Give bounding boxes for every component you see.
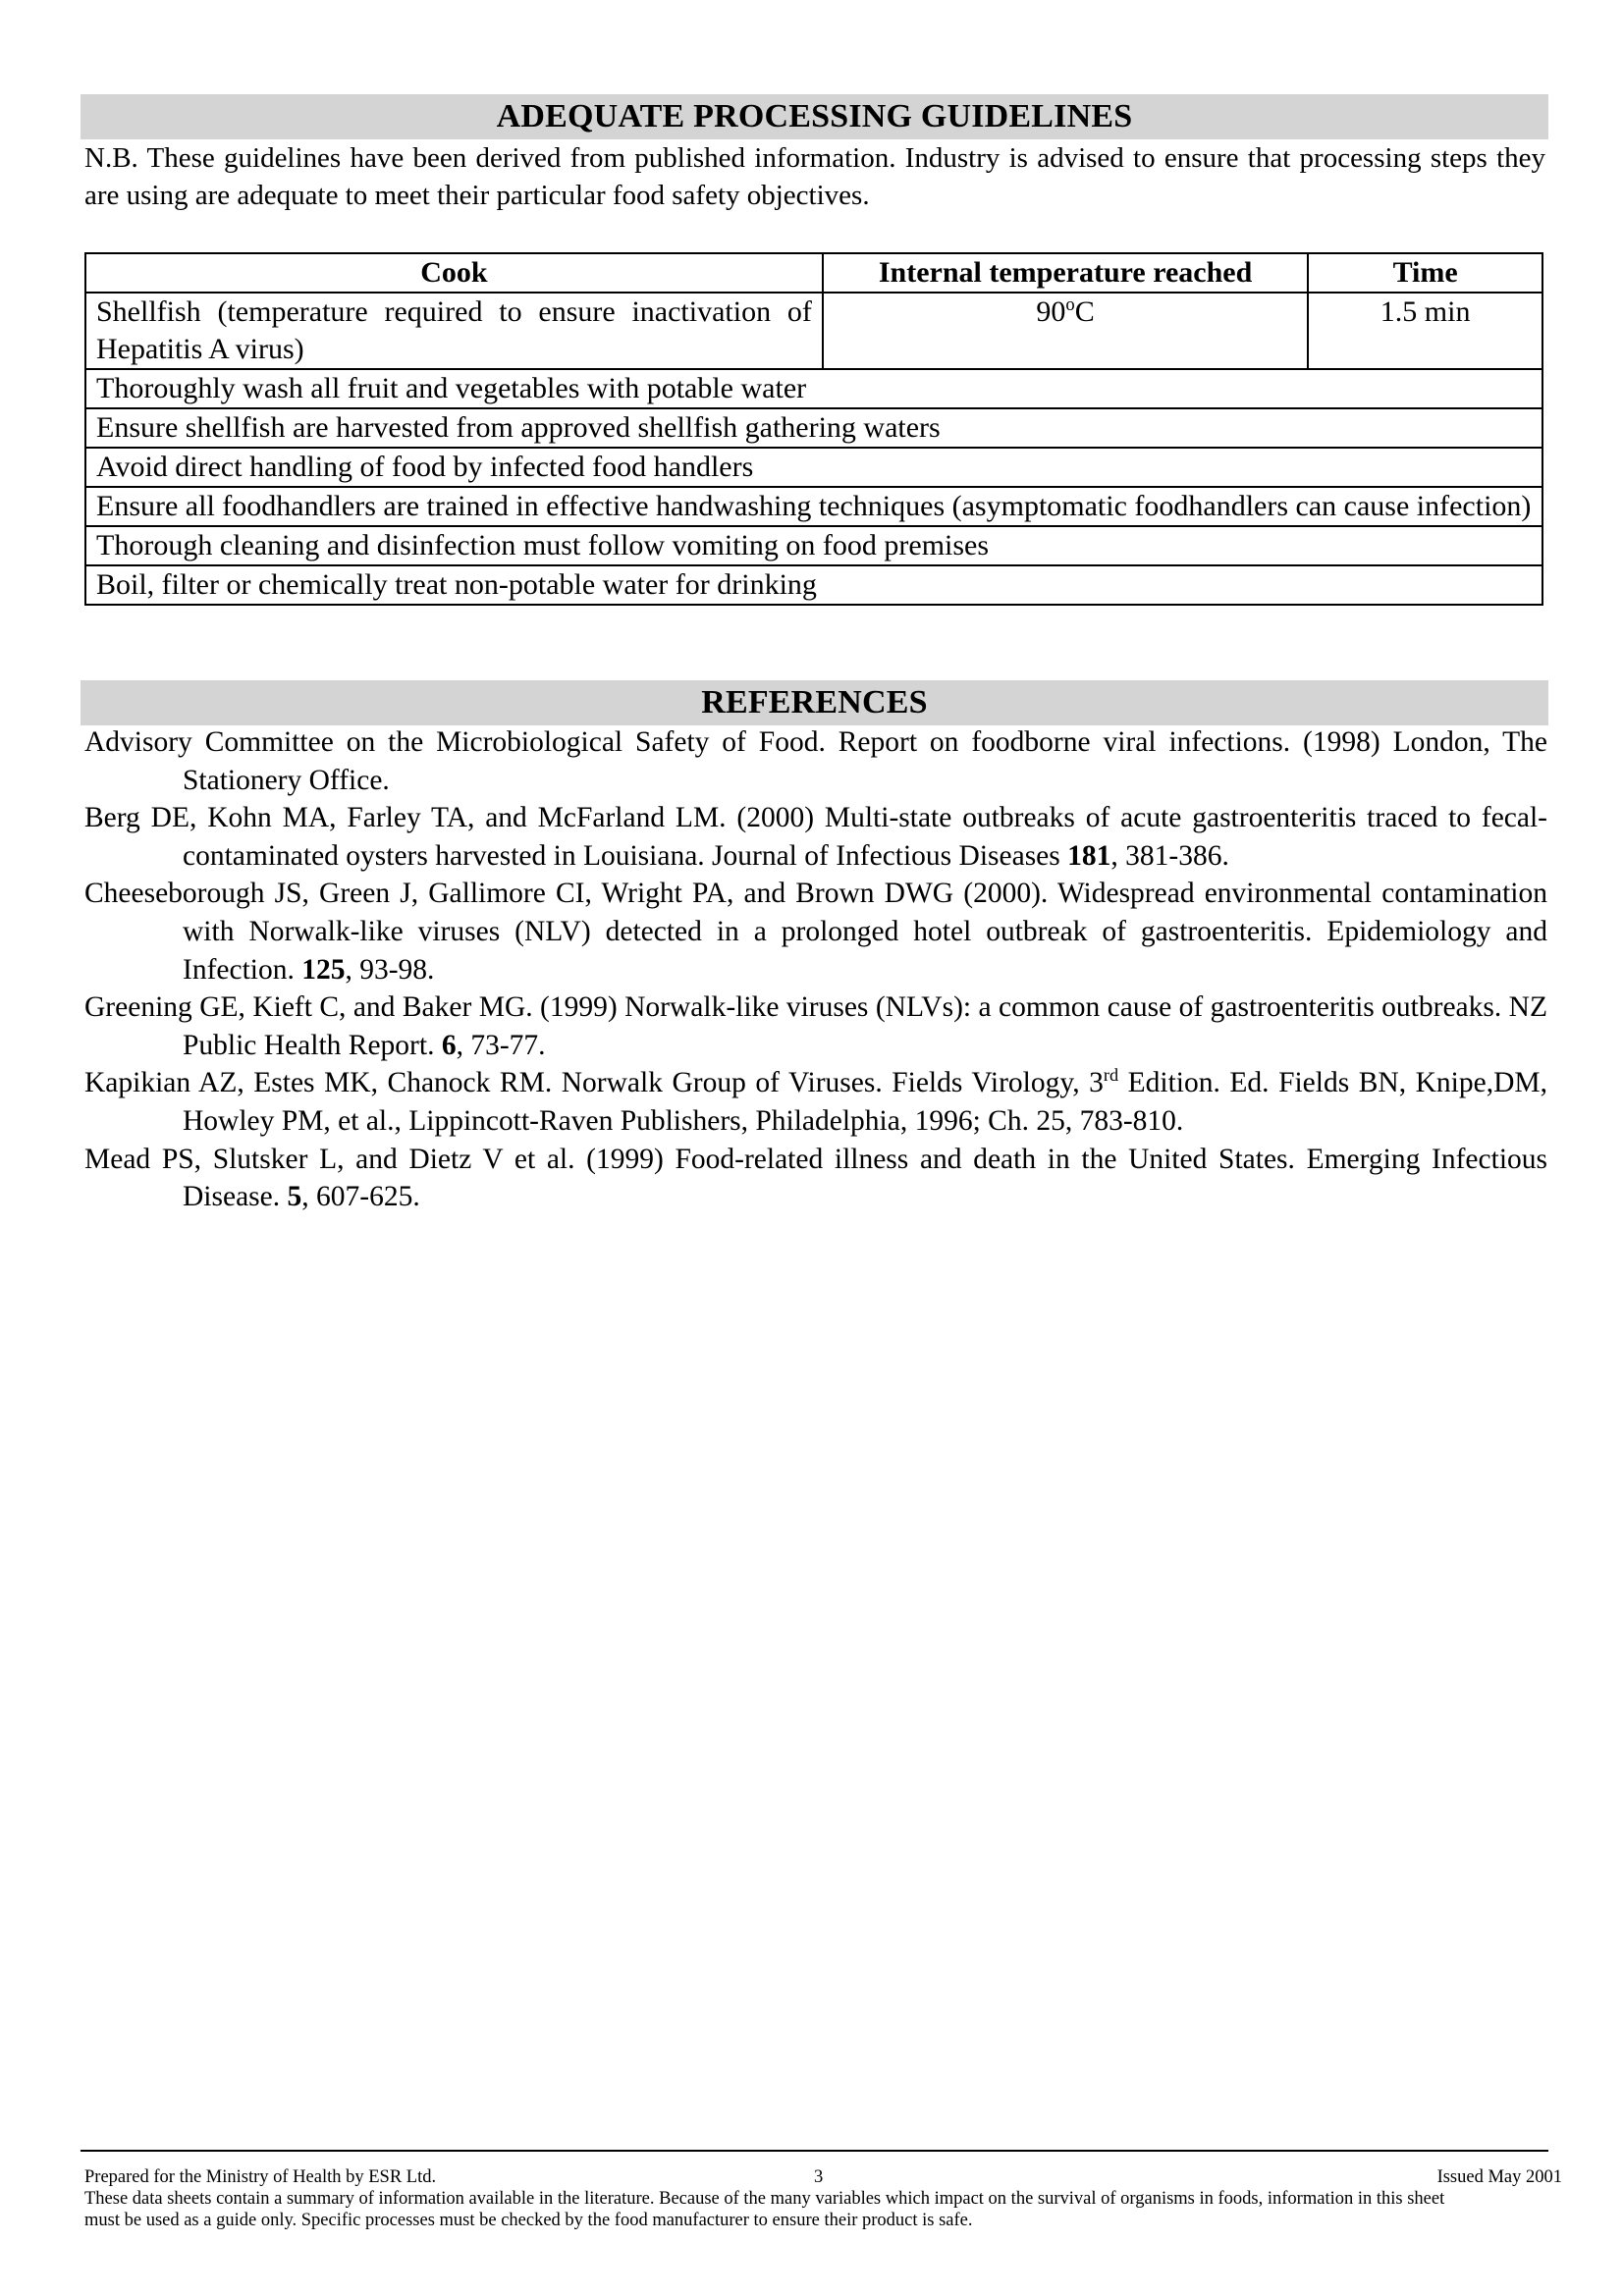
table-row <box>85 487 1542 526</box>
header-time: Time <box>1308 253 1542 293</box>
reference-text: Cheeseborough JS, Green J, Gallimore CI, Wright PA, and Brown DWG (2000). Widespread environmental contamination with Norwalk-like viruses (NLV) detected in a prolonged hotel outbreak of gastroenteritis. Epidemiology and Infection. <box>84 878 1547 986</box>
guideline-cleaning: Thorough cleaning and disinfection must follow vomiting on food premises <box>85 526 1542 565</box>
reference-superscript: rd <box>1103 1065 1119 1086</box>
header-cook: Cook <box>85 253 823 293</box>
table-header-row <box>85 253 1542 293</box>
footer-issued-date: Issued May 2001 <box>1436 2167 1562 2187</box>
table-row <box>85 526 1542 565</box>
reference-item <box>84 875 1547 988</box>
reference-text: Advisory Committee on the Microbiological Safety of Food. Report on foodborne viral infections. (1998) London, The Stationery Office. <box>84 726 1547 796</box>
reference-text: Mead PS, Slutsker L, and Dietz V et al. (1999) Food-related illness and death in the United States. Emerging Infectious Disease. <box>84 1143 1547 1213</box>
reference-item <box>84 723 1547 799</box>
reference-item <box>84 1064 1547 1140</box>
reference-text: Greening GE, Kieft C, and Baker MG. (1999) Norwalk-like viruses (NLVs): a common cause of gastroenteritis outbreaks. NZ Public Health Report. <box>84 991 1547 1061</box>
reference-text: Kapikian AZ, Estes MK, Chanock RM. Norwalk Group of Viruses. Fields Virology, 3 <box>84 1067 1104 1099</box>
references-list <box>84 723 1547 1216</box>
reference-volume: 5 <box>287 1181 302 1213</box>
guideline-approved-waters: Ensure shellfish are harvested from approved shellfish gathering waters <box>85 408 1542 448</box>
guidelines-note: N.B. These guidelines have been derived from published information. Industry is advised to ensure that processing steps they are using are adequate to meet their particular food safety objectives. <box>84 142 1545 211</box>
reference-item <box>84 799 1547 875</box>
reference-volume: 125 <box>301 953 346 986</box>
reference-item <box>84 988 1547 1064</box>
temperature-degree: o <box>1065 294 1075 315</box>
reference-pages: , 93-98. <box>345 953 435 986</box>
table-row <box>85 448 1542 487</box>
table-row <box>85 565 1542 605</box>
reference-pages: Edition. Ed. Fields BN, Knipe,DM, Howley PM, et al., Lippincott-Raven Publishers, Philadelphia, 1996; Ch. 25, 783-810. <box>183 1067 1547 1137</box>
temperature-unit: C <box>1074 295 1095 328</box>
footer-divider <box>81 2150 1548 2152</box>
reference-item <box>84 1141 1547 1216</box>
table-row-shellfish <box>85 293 1542 369</box>
footer-disclaimer: These data sheets contain a summary of information available in the literature. Because of the many variables which impact on the survival of organisms in foods, information in this sheet must be used as a guide only. Specific processes must be checked by the food manufacturer to ensure their product is safe. <box>84 2189 1445 2230</box>
reference-volume: 181 <box>1067 839 1111 872</box>
cell-shellfish-cook: Shellfish (temperature required to ensure inactivation of Hepatitis A virus) <box>85 293 823 369</box>
reference-pages: , 381-386. <box>1110 839 1229 872</box>
guidelines-table <box>84 252 1543 606</box>
table-row <box>85 408 1542 448</box>
temperature-value: 90 <box>1036 295 1066 328</box>
reference-pages: , 73-77. <box>456 1029 546 1061</box>
reference-pages: , 607-625. <box>301 1181 420 1213</box>
references-heading: REFERENCES <box>81 680 1548 725</box>
guideline-treat-water: Boil, filter or chemically treat non-potable water for drinking <box>85 565 1542 605</box>
cell-shellfish-time: 1.5 min <box>1308 293 1542 369</box>
guideline-wash-produce: Thoroughly wash all fruit and vegetables with potable water <box>85 369 1542 408</box>
footer-prepared-by: Prepared for the Ministry of Health by ESR Ltd. <box>84 2167 437 2187</box>
guideline-handwashing: Ensure all foodhandlers are trained in effective handwashing techniques (asymptomatic foodhandlers can cause infection) <box>85 487 1542 526</box>
table-row <box>85 369 1542 408</box>
guideline-avoid-handling: Avoid direct handling of food by infected food handlers <box>85 448 1542 487</box>
page-number: 3 <box>814 2167 824 2187</box>
reference-volume: 6 <box>441 1029 457 1061</box>
reference-text: Berg DE, Kohn MA, Farley TA, and McFarland LM. (2000) Multi-state outbreaks of acute gastroenteritis traced to fecal-contaminated oysters harvested in Louisiana. Journal of Infectious Diseases <box>84 802 1547 872</box>
footer <box>84 2166 1562 2188</box>
processing-guidelines-heading: ADEQUATE PROCESSING GUIDELINES <box>81 94 1548 139</box>
header-internal-temperature: Internal temperature reached <box>823 253 1308 293</box>
cell-shellfish-temperature <box>823 293 1308 369</box>
